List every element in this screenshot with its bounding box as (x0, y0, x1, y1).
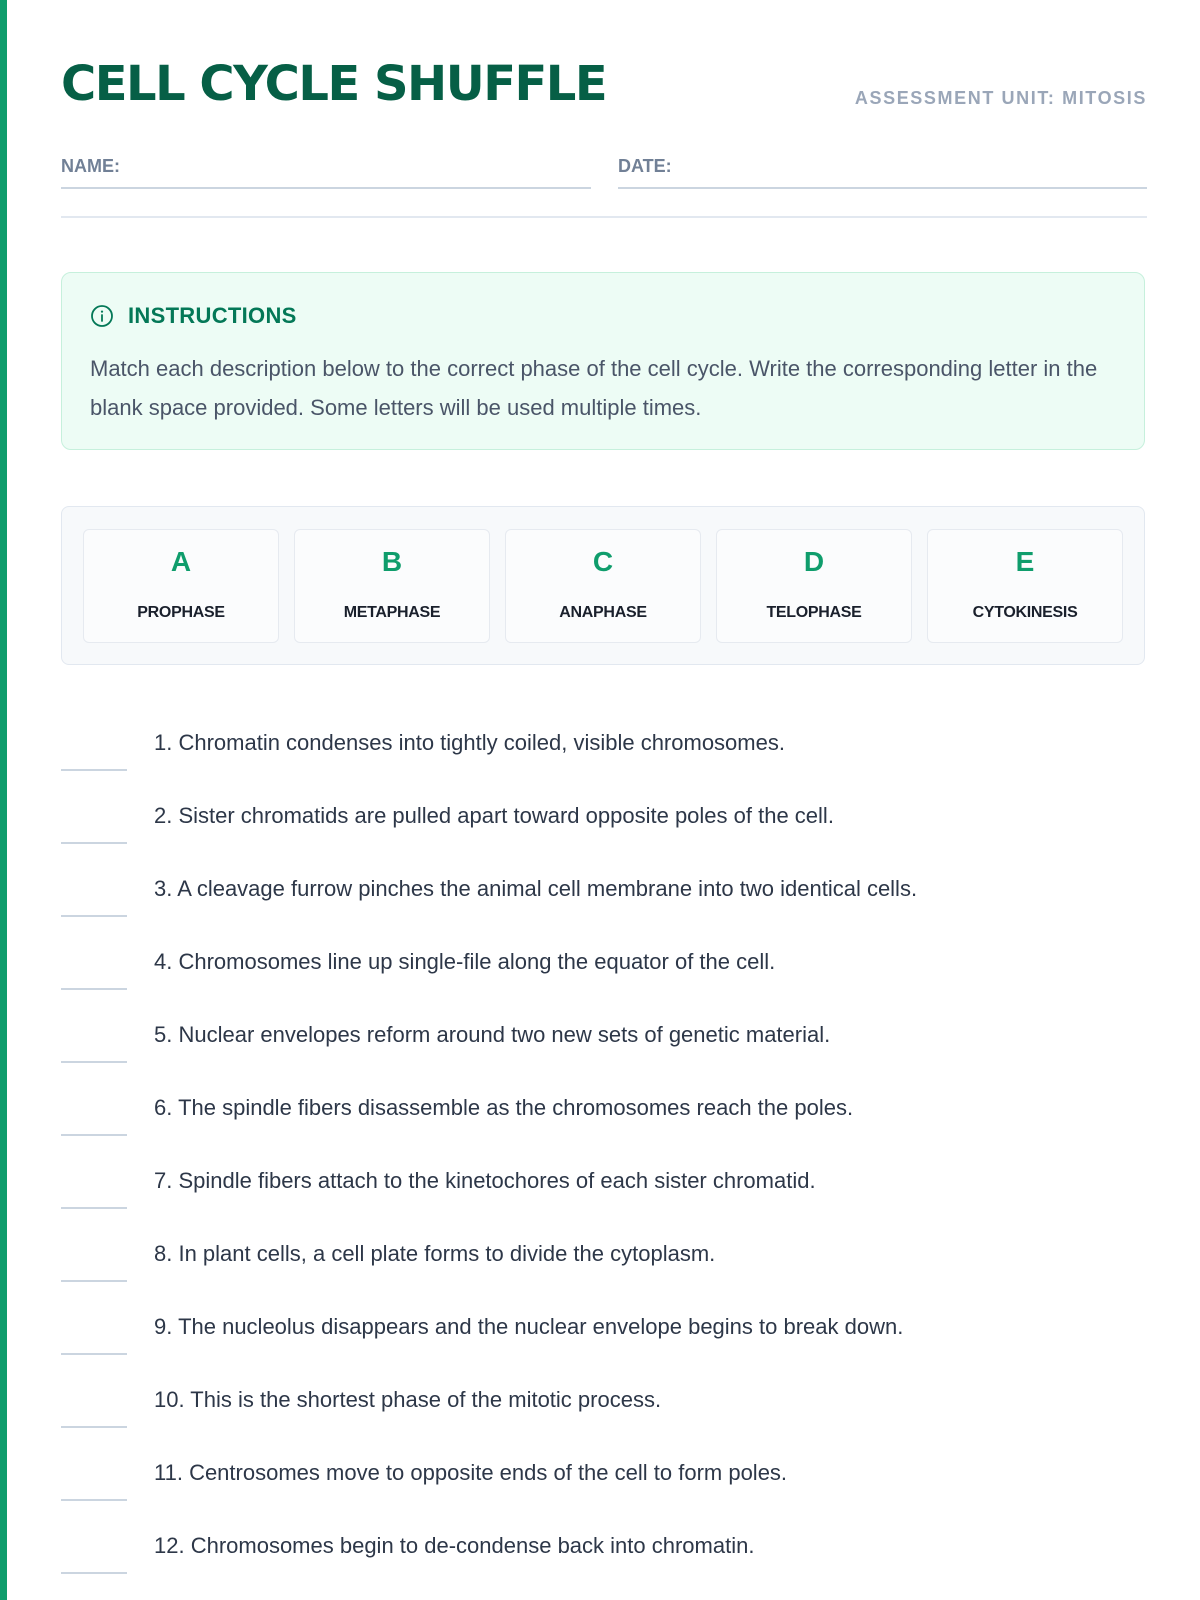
question-row (61, 919, 1147, 992)
accent-bar (0, 0, 7, 1600)
key-letter: D (803, 546, 825, 577)
worksheet (61, 0, 1147, 1558)
question-text: 10. This is the shortest phase of the mitotic process. (154, 1387, 662, 1412)
answer-blank[interactable] (61, 1207, 127, 1209)
question-text: 6. The spindle fibers disassemble as the chromosomes reach the poles. (154, 1095, 854, 1120)
instructions-title: INSTRUCTIONS (128, 303, 297, 328)
name-label: NAME: (61, 156, 120, 176)
question-row (61, 1430, 1147, 1503)
question-text: 9. The nucleolus disappears and the nuclear envelope begins to break down. (154, 1314, 904, 1339)
question-text: 1. Chromatin condenses into tightly coiled, visible chromosomes. (154, 730, 785, 755)
answer-blank[interactable] (61, 1061, 127, 1063)
answer-blank[interactable] (61, 1280, 127, 1282)
question-row (61, 700, 1147, 773)
student-fields (61, 120, 1147, 190)
key-letter: B (381, 546, 403, 577)
info-icon (90, 304, 114, 328)
question-text: 12. Chromosomes begin to de-condense back into chromatin. (154, 1533, 755, 1558)
question-text: 8. In plant cells, a cell plate forms to divide the cytoplasm. (154, 1241, 716, 1266)
question-row (61, 1284, 1147, 1357)
instructions-box (61, 272, 1145, 450)
unit-label: ASSESSMENT UNIT: MITOSIS (854, 88, 1147, 108)
key-card-d (716, 529, 912, 643)
question-row (61, 1503, 1147, 1576)
key-letter: C (592, 546, 614, 577)
question-row (61, 1138, 1147, 1211)
key-phase: CYTOKINESIS (972, 604, 1078, 621)
answer-blank[interactable] (61, 1134, 127, 1136)
header-divider (61, 216, 1147, 218)
key-card-b (294, 529, 490, 643)
answer-blank[interactable] (61, 769, 127, 771)
question-text: 7. Spindle fibers attach to the kinetochores of each sister chromatid. (154, 1168, 816, 1193)
key-phase: PROPHASE (137, 604, 225, 621)
instructions-header (90, 303, 297, 329)
answer-blank[interactable] (61, 842, 127, 844)
question-text: 3. A cleavage furrow pinches the animal cell membrane into two identical cells. (154, 876, 918, 901)
answer-blank[interactable] (61, 1572, 127, 1574)
answer-blank[interactable] (61, 1499, 127, 1501)
page-title: CELL CYCLE SHUFFLE (61, 56, 607, 112)
key-phase: TELOPHASE (766, 604, 862, 621)
key-phase: METAPHASE (343, 604, 441, 621)
date-field[interactable] (618, 150, 1147, 189)
header (61, 0, 1147, 120)
question-row (61, 992, 1147, 1065)
question-text: 5. Nuclear envelopes reform around two new sets of genetic material. (154, 1022, 831, 1047)
answer-blank[interactable] (61, 988, 127, 990)
answer-blank[interactable] (61, 1353, 127, 1355)
question-row (61, 1357, 1147, 1430)
instructions-text: Match each description below to the correct phase of the cell cycle. Write the corresponding letter in the blank space provided. Some letters will be used multiple times. (90, 356, 1098, 420)
question-text: 4. Chromosomes line up single-file along the equator of the cell. (154, 949, 776, 974)
key-card-a (83, 529, 279, 643)
date-label: DATE: (618, 156, 672, 176)
key-card-e (927, 529, 1123, 643)
question-row (61, 846, 1147, 919)
question-text: 2. Sister chromatids are pulled apart toward opposite poles of the cell. (154, 803, 834, 828)
question-text: 11. Centrosomes move to opposite ends of the cell to form poles. (154, 1460, 788, 1485)
question-row (61, 1065, 1147, 1138)
key-phase: ANAPHASE (559, 604, 647, 621)
name-field[interactable] (61, 150, 591, 189)
answer-blank[interactable] (61, 915, 127, 917)
phase-key (61, 506, 1145, 665)
key-card-c (505, 529, 701, 643)
question-row (61, 1211, 1147, 1284)
key-letter: A (170, 546, 192, 577)
question-row (61, 773, 1147, 846)
answer-blank[interactable] (61, 1426, 127, 1428)
key-letter: E (1015, 546, 1035, 577)
